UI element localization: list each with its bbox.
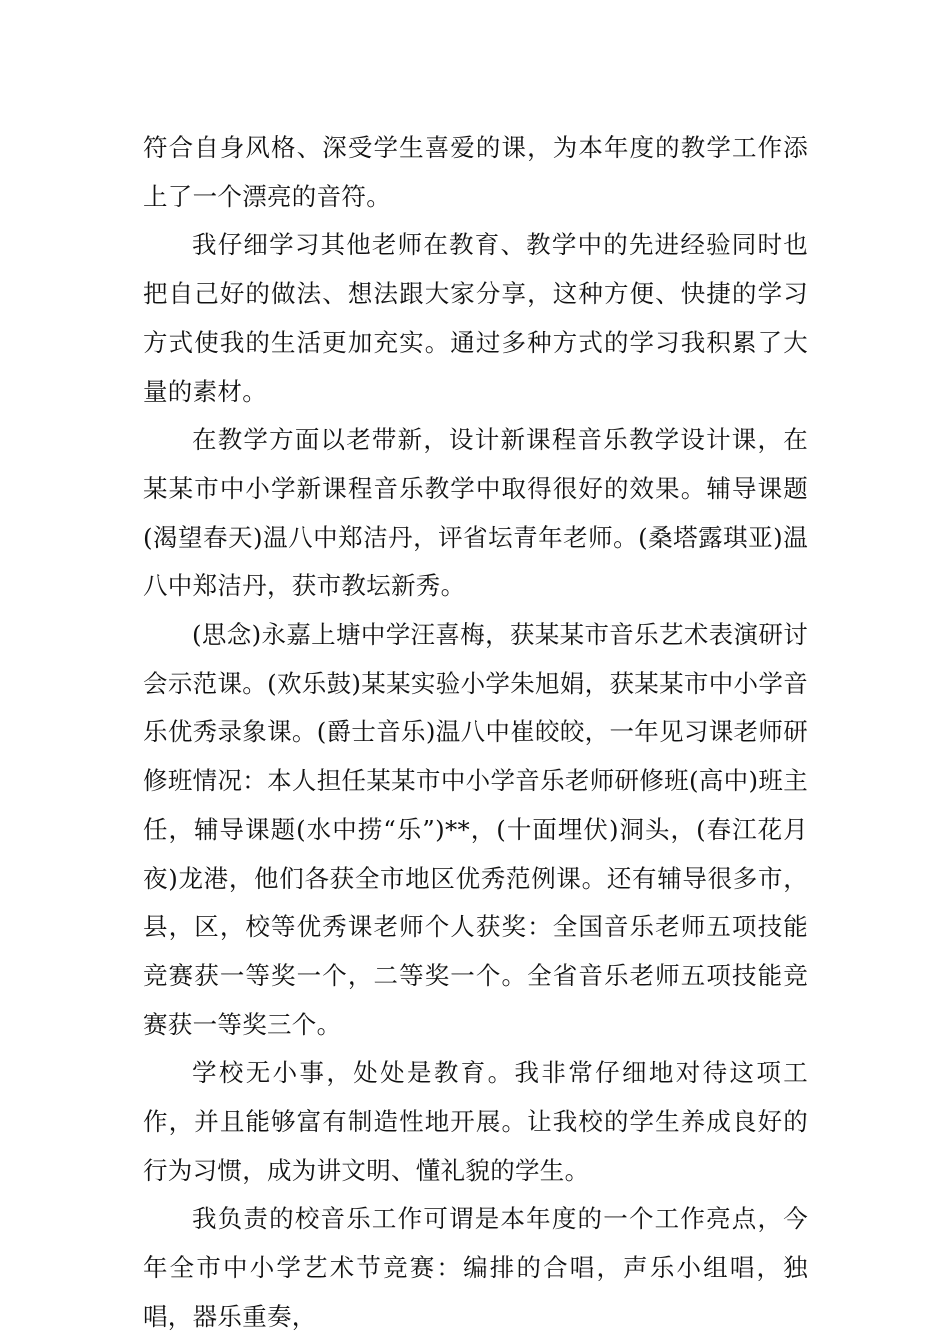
paragraph: 学校无小事，处处是教育。我非常仔细地对待这项工作，并且能够富有制造性地开展。让我校的学生养成良好的行为习惯，成为讲文明、懂礼貌的学生。: [143, 1058, 808, 1185]
paragraph: 我仔细学习其他老师在教育、教学中的先进经验同时也把自己好的做法、想法跟大家分享，这种方便、快捷的学习方式使我的生活更加充实。通过多种方式的学习我积累了大量的素材。: [143, 230, 808, 406]
document-body: [143, 124, 808, 1342]
paragraph: (思念)永嘉上塘中学汪喜梅，获某某市音乐艺术表演研讨会示范课。(欢乐鼓)某某实验小学朱旭娟，获某某市中小学音乐优秀录象课。(爵士音乐)温八中崔皎皎，一年见习课老师研修班情况：本人担任某某市中小学音乐老师研修班(高中)班主任，辅导课题(水中捞“乐”)**，(十面埋伏)洞头，(春江花月夜)龙港，他们各获全市地区优秀范例课。还有辅导很多市，县，区，校等优秀课老师个人获奖：全国音乐老师五项技能竞赛获一等奖一个，二等奖一个。全省音乐老师五项技能竞赛获一等奖三个。: [143, 620, 808, 1039]
paragraph: 符合自身风格、深受学生喜爱的课，为本年度的教学工作添上了一个漂亮的音符。: [143, 133, 808, 211]
paragraph: 我负责的校音乐工作可谓是本年度的一个工作亮点，今年全市中小学艺术节竞赛：编排的合唱，声乐小组唱，独唱，器乐重奏，: [143, 1204, 808, 1331]
paragraph: 在教学方面以老带新，设计新课程音乐教学设计课，在某某市中小学新课程音乐教学中取得很好的效果。辅导课题(渴望春天)温八中郑洁丹，评省坛青年老师。(桑塔露琪亚)温八中郑洁丹，获市教坛新秀。: [143, 425, 808, 601]
